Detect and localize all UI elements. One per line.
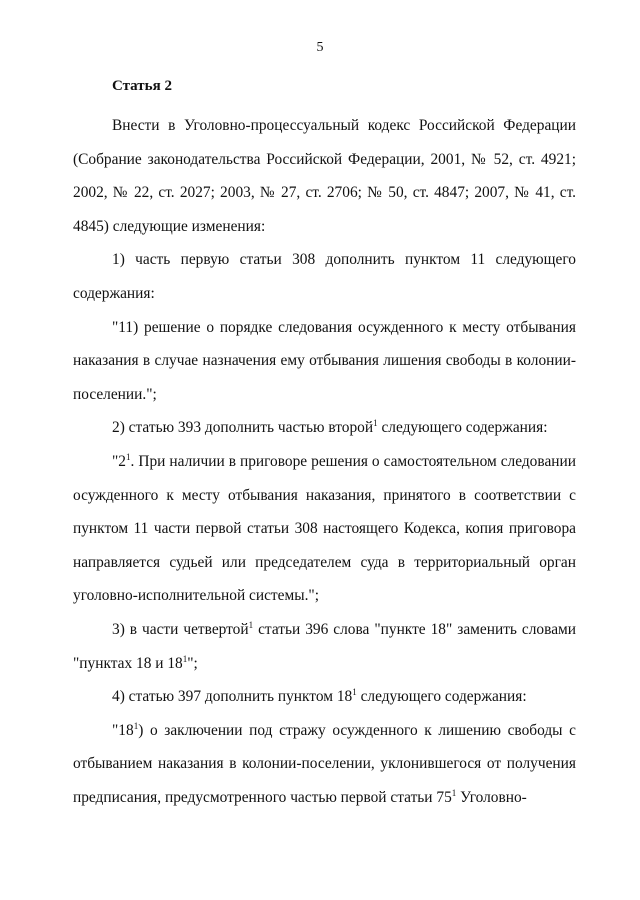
- article-heading: Статья 2: [112, 78, 172, 94]
- paragraph-text: "11) решение о порядке следования осужденного к месту отбывания наказания в случае назначения ему отбывания лишения свободы в колонии-поселении.";: [73, 318, 576, 403]
- paragraph-6: [73, 613, 576, 680]
- superscript: 1: [373, 418, 378, 429]
- superscript: 1: [182, 653, 188, 664]
- paragraph-text: следующего содержания:: [356, 688, 527, 706]
- paragraph-text: Уголовно-: [456, 788, 527, 806]
- paragraph-8: [73, 714, 576, 815]
- paragraph-5: [73, 445, 576, 613]
- paragraph-text: 4) статью 397 дополнить пунктом 18: [112, 688, 353, 706]
- article-body: [73, 109, 576, 814]
- paragraph-text: "18: [112, 721, 134, 739]
- paragraph-text: следующего содержания:: [377, 419, 548, 437]
- paragraph-text: Внести в Уголовно-процессуальный кодекс Российской Федерации (Собрание законодательства Российской Федерации, 2001, № 52, ст. 4921; 2002, № 22, ст. 2027; 2003, № 27, ст. 2706; № 50, ст. 4847; 2007, № 41, ст. 4845) следующие изменения:: [73, 117, 576, 235]
- superscript: 1: [451, 787, 457, 798]
- paragraph-text: "2: [112, 452, 126, 470]
- paragraph-3: [73, 311, 576, 412]
- page-number: 5: [316, 40, 324, 55]
- paragraph-text: 2) статью 393 дополнить частью второй: [112, 419, 374, 437]
- paragraph-1: [73, 109, 576, 243]
- paragraph-2: [73, 243, 576, 310]
- superscript: 1: [352, 687, 357, 698]
- paragraph-text: 1) часть первую статьи 308 дополнить пунктом 11 следующего содержания:: [73, 251, 576, 302]
- paragraph-text: . При наличии в приговоре решения о самостоятельном следовании осужденного к месту отбывания наказания, принятого в соответствии с пунктом 11 части первой статьи 308 настоящего Кодекса, копия приговора направляется судьей или председателем суда в территориальный орган уголовно-исполнительной системы.";: [73, 452, 576, 605]
- paragraph-7: [73, 680, 576, 714]
- paragraph-text: ";: [187, 654, 198, 672]
- superscript: 1: [125, 451, 131, 462]
- paragraph-4: [73, 411, 576, 445]
- paragraph-text: статьи 396 слова "пункте 18" заменить словами "пунктах 18 и 18: [73, 620, 577, 672]
- paragraph-text: ) о заключении под стражу осужденного к лишению свободы с отбыванием наказания в колонии-поселении, уклонившегося от получения предписания, предусмотренного частью первой статьи 75: [73, 721, 576, 806]
- paragraph-text: 3) в части четвертой: [112, 620, 249, 638]
- superscript: 1: [248, 619, 254, 630]
- superscript: 1: [133, 720, 139, 731]
